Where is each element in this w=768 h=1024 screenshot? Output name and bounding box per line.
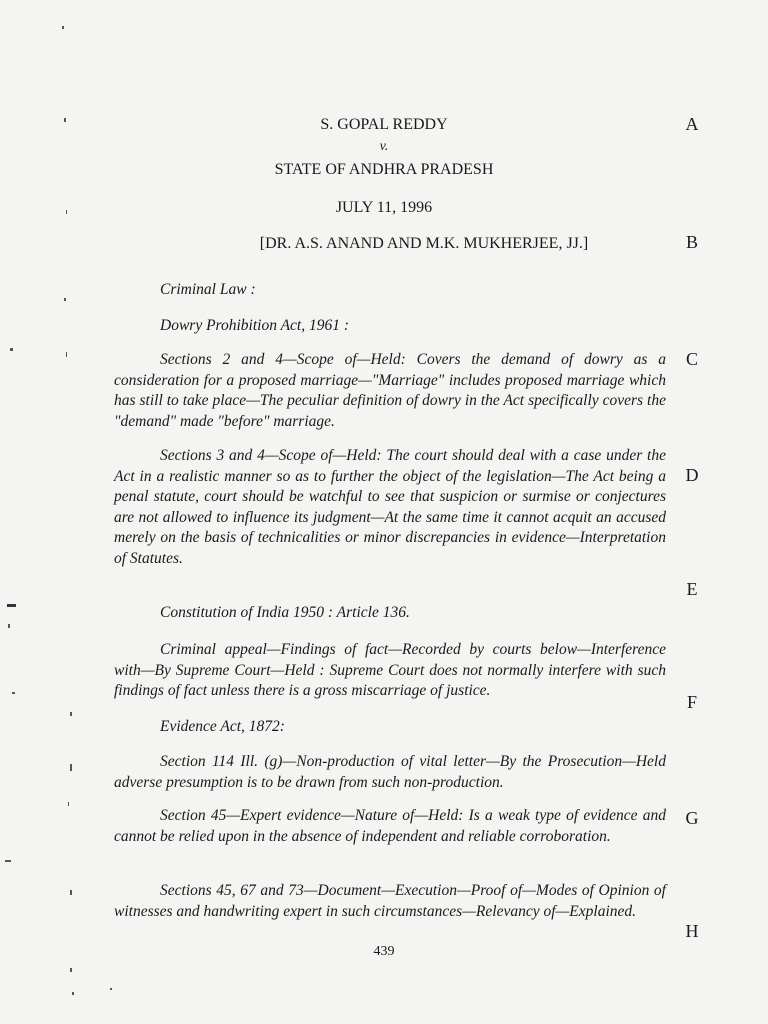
margin-letter-g: G [685, 808, 699, 828]
heading-constitution: Constitution of India 1950 : Article 136. [160, 604, 410, 621]
scan-speck [7, 604, 16, 607]
party-two: STATE OF ANDHRA PRADESH [274, 161, 494, 178]
judgment-date: JULY 11, 1996 [335, 199, 433, 216]
margin-letter-a: A [685, 114, 699, 134]
scan-speck [68, 802, 69, 806]
scan-speck [70, 764, 72, 771]
paragraph-section-114: Section 114 Ill. (g)—Non-production of vital letter—By the Prosecution—Held adverse presumption is to be drawn from such non-production. [114, 753, 666, 791]
bench: [DR. A.S. ANAND AND M.K. MUKHERJEE, JJ.] [259, 235, 589, 252]
scan-speck [66, 210, 67, 214]
paragraph-sections-45-67-73: Sections 45, 67 and 73—Document—Execution—Proof of—Modes of Opinion of witnesses and handwriting expert in such circumstances—Relevancy of—Explained. [114, 882, 666, 920]
heading-evidence-act: Evidence Act, 1872: [160, 718, 285, 735]
scan-speck [70, 890, 72, 895]
scan-speck [72, 992, 74, 995]
paragraph-criminal-appeal: Criminal appeal—Findings of fact—Recorded by courts below—Interference with—By Supreme Court—Held : Supreme Court does not normally interfere with such findings of fact unless there is a gross miscarriage of justice. [114, 641, 666, 700]
scan-speck [110, 988, 112, 990]
scan-speck [66, 352, 67, 357]
scan-speck [12, 692, 15, 694]
margin-letter-f: F [686, 692, 697, 712]
page-number: 439 [373, 944, 395, 959]
paragraph-sections-2-4: Sections 2 and 4—Scope of—Held: Covers the demand of dowry as a consideration for a proposed marriage—"Marriage" includes proposed marriage which has still to take place—The peculiar definition of dowry in the Act specifically covers the "demand" made "before" marriage. [114, 351, 666, 430]
scan-speck [62, 26, 64, 29]
margin-letter-b: B [685, 232, 698, 252]
versus: v. [379, 139, 389, 154]
scan-speck [8, 624, 10, 628]
margin-letter-c: C [685, 349, 698, 369]
scan-speck [70, 712, 72, 716]
party-one: S. GOPAL REDDY [320, 116, 448, 133]
heading-dowry-act: Dowry Prohibition Act, 1961 : [160, 317, 350, 334]
margin-letter-d: D [685, 465, 699, 485]
paragraph-section-45: Section 45—Expert evidence—Nature of—Held: Is a weak type of evidence and cannot be relied upon in the absence of independent and reliable corroboration. [114, 807, 666, 845]
scan-speck [5, 860, 11, 862]
scan-speck [64, 118, 66, 122]
margin-letter-h: H [685, 921, 699, 941]
heading-criminal-law: Criminal Law : [160, 281, 256, 298]
scan-speck [70, 968, 72, 972]
margin-letter-e: E [686, 579, 698, 599]
scan-speck [64, 298, 66, 301]
scan-speck [10, 348, 13, 351]
paragraph-sections-3-4: Sections 3 and 4—Scope of—Held: The court should deal with a case under the Act in a realistic manner so as to further the object of the legislation—The Act being a penal statute, court should be watchful to see that suspicion or surmise or conjectures are not allowed to influence its judgment—At the same time it cannot acquit an accused merely on the basis of technicalities or minor discrepancies in evidence—Interpretation of Statutes. [114, 447, 666, 567]
